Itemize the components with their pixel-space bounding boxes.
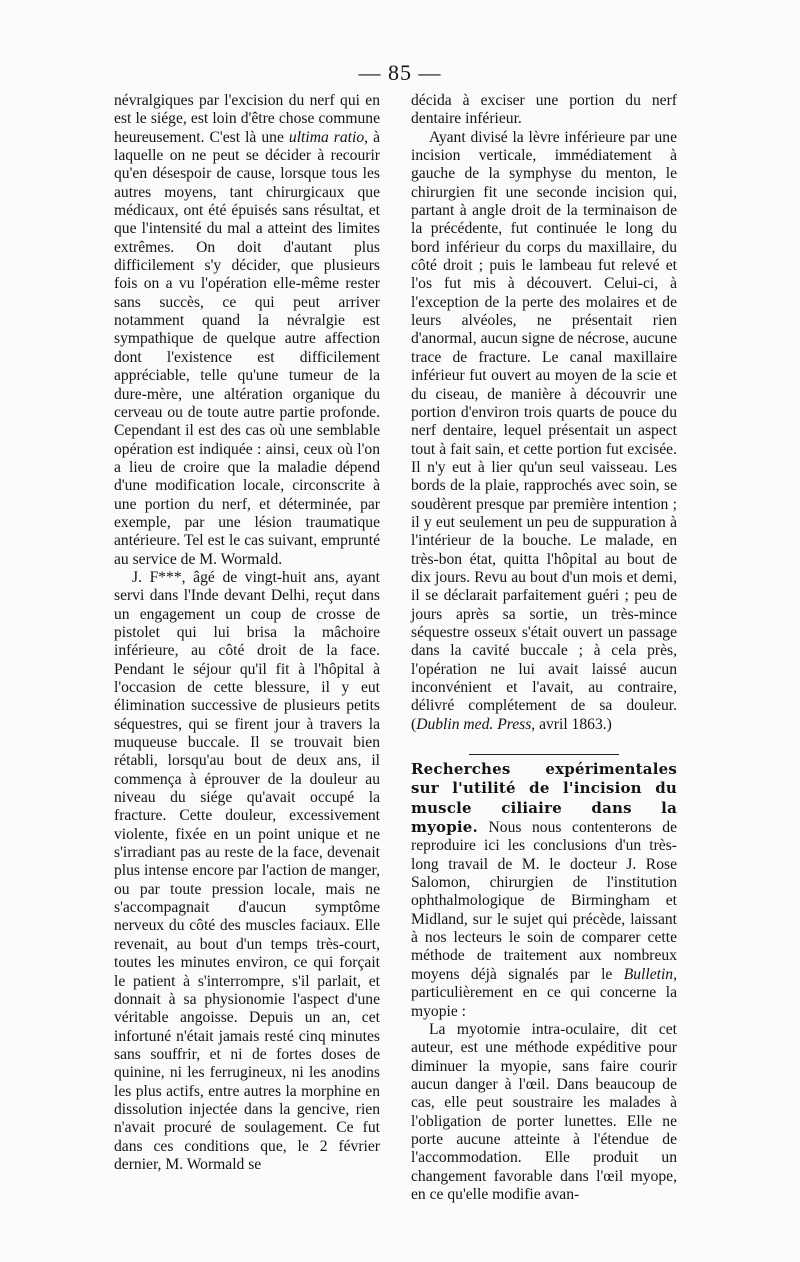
paragraph: décida à exciser une portion du nerf dentaire inférieur. xyxy=(411,92,677,128)
paragraph-text: , particulièrement en ce qui concerne la myopie : xyxy=(411,965,677,1020)
paragraph: La myotomie intra-oculaire, dit cet auteur, est une méthode expéditive pour diminuer la myopie, sans faire courir aucun danger à l'œil. Dans beaucoup de cas, elle peut soustraire les malades à l'obligation de porter lunettes. Elle ne porte aucune atteinte à l'étendue de l'accommodation. Elle produit un changement favorable dans l'œil myope, en ce qu'elle modifie avan- xyxy=(411,1020,677,1203)
paragraph-text: Nous nous contenterons de reproduire ici les conclusions d'un très-long travail de M. le docteur J. Rose Salomon, chirurgien de l'institution ophthalmologique de Birmingham et Midland, sur le sujet qui précède, laissant à nos lecteurs le soin de comparer cette méthode de traitement aux nombreux moyens déjà signalés par le xyxy=(411,819,677,983)
page-number: — 85 — xyxy=(358,60,442,85)
italic-text: Dublin med. Press xyxy=(416,715,532,733)
paragraph: J. F***, âgé de vingt-huit ans, ayant servi dans l'Inde devant Delhi, reçut dans un engagement un coup de crosse de pistolet qui lui brisa la mâchoire inférieure, au côté droit de la face. Pendant le séjour qu'il fit à l'hôpital à l'occasion de cette blessure, il y eut élimination successive de plusieurs petits séquestres, qui se firent jour à travers la muqueuse buccale. Il se trouvait bien rétabli, lorsqu'au bout de deux ans, il commença à éprouver de la douleur au niveau du siége qu'avait occupé la fracture. Cette douleur, excessivement violente, fixée en un point unique et ne s'irradiant pas au reste de la face, devenait plus intense encore par l'action de manger, ou par toute pression locale, mais ne s'accompagnait d'aucun symptôme nerveux du côté des muscles faciaux. Elle revenait, au bout d'un temps très-court, toutes les minutes environ, ce qui forçait le patient à s'interrompre, s'il parlait, et donnait à sa physionomie l'aspect d'une véritable angoisse. Depuis un an, cet infortuné n'était jamais resté cinq minutes sans souffrir, et ni de fortes doses de quinine, ni les ferrugineux, ni les anodins les plus actifs, entre autres la morphine en dissolution injectée dans la gencive, rien n'avait procuré de soulagement. Ce fut dans ces conditions que, le 2 février dernier, M. Wormald se xyxy=(114,568,380,1173)
paragraph-text: névralgiques par l'excision du nerf qui en est le siége, est loin d'être chose commune heureusement. C'est là une xyxy=(114,92,380,146)
section-heading: Recherches expérimentales sur l'utilité de l'incision du muscle ciliaire dans la myopie. xyxy=(411,760,677,837)
paragraph-text: , avril 1863.) xyxy=(531,715,612,733)
italic-text: ultima ratio, xyxy=(288,128,369,146)
italic-text: Bulletin xyxy=(623,965,674,983)
paragraph xyxy=(411,129,677,734)
right-column xyxy=(411,92,677,1204)
paragraph-text: Ayant divisé la lèvre inférieure par une incision verticale, immédiatement à gauche de la symphyse du menton, le chirurgien fit une seconde incision qui, partant à angle droit de la terminaison de la précédente, fut continuée le long du bord inférieur du corps du maxillaire, du côté droit ; puis le lambeau fut relevé et l'os fut mis à découvert. Celui-ci, à l'exception de la perte des molaires et de leurs alvéoles, ne présentait rien d'anormal, aucun signe de nécrose, aucune trace de fracture. Le canal maxillaire inférieur fut ouvert au moyen de la scie et du ciseau, de manière à découvrir une portion d'environ trois quarts de pouce du nerf dentaire, lequel présentait un aspect tout à fait sain, et cette portion fut excisée. Il n'y eut à lier qu'un seul vaisseau. Les bords de la plaie, rapprochés avec soin, se soudèrent presque par première intention ; il y eut seulement un peu de suppuration à l'intérieur de la bouche. Le malade, en très-bon état, quitta l'hôpital au bout de dix jours. Revu au bout d'un mois et demi, il se déclarait parfaitement guéri ; peu de jours après sa sortie, un très-mince séquestre osseux s'était ouvert un passage dans la cavité buccale ; à cela près, l'opération ne lui avait laissé aucun inconvénient et l'avait, au contraire, délivré complétement de sa douleur. ( xyxy=(411,128,677,733)
left-column xyxy=(114,92,380,1174)
paragraph-text: à laquelle on ne peut se décider à recourir qu'en désespoir de cause, lorsque tous les autres moyens, tant chirurgicaux que médicaux, ont été épuisés sans résultat, et que l'intensité du mal a atteint des limites extrêmes. On doit d'autant plus difficilement s'y décider, que plusieurs fois on a vu l'opération elle-même rester sans succès, ce qui peut arriver notamment quand la névralgie est sympathique de quelque autre affection dont l'existence est difficilement appréciable, telle qu'une tumeur de la dure-mère, une altération organique du cerveau ou de toute autre partie profonde. Cependant il est des cas où une semblable opération est indiquée : ainsi, ceux où l'on a lieu de croire que la maladie dépend d'une modification locale, circonscrite à une portion du nerf, et déterminée, par exemple, par une lésion traumatique antérieure. Tel est le cas suivant, emprunté au service de M. Wormald. xyxy=(114,128,380,568)
paragraph xyxy=(114,92,380,569)
section-paragraph xyxy=(411,760,677,1021)
section-divider xyxy=(469,754,619,755)
